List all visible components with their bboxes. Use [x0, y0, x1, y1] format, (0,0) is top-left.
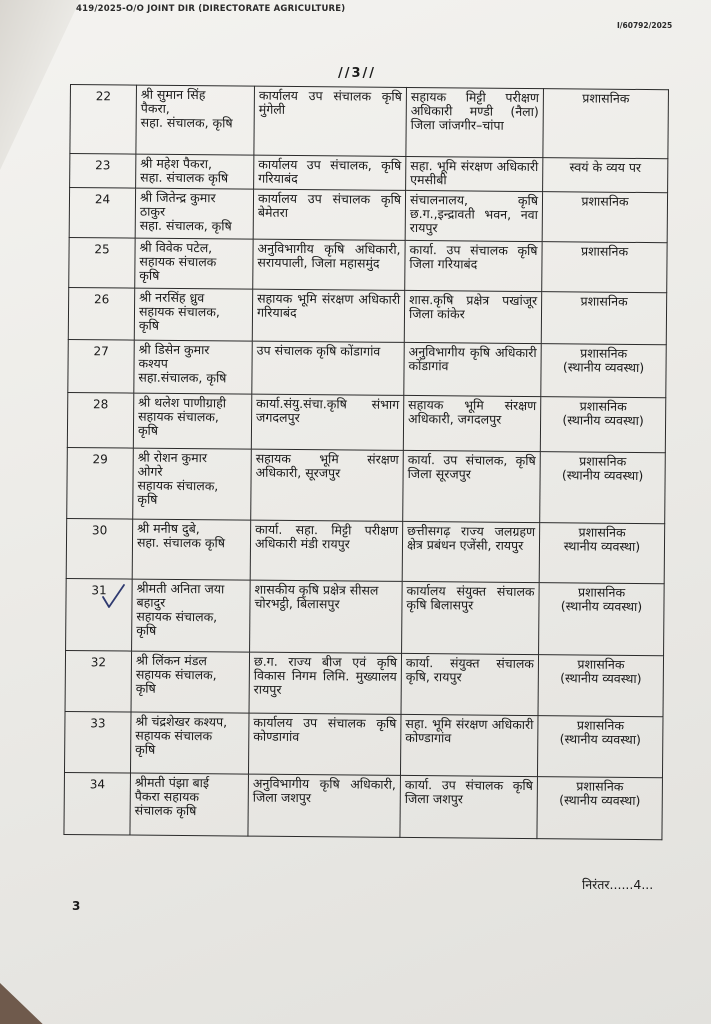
officer-name: श्रीमती पंझा बाई पैकरा सहायक संचालक कृषि [130, 773, 249, 836]
current-posting: अनुविभागीय कृषि अधिकारी, जिला जशपुर [248, 774, 401, 837]
table-row [66, 518, 665, 583]
officer-name: श्री चंद्रशेखर कश्यप, सहायक संचालक कृषि [130, 712, 249, 774]
transfer-type: प्रशासनिक (स्थानीय व्यवस्था) [537, 716, 663, 778]
transfer-type: प्रशासनिक [541, 292, 666, 345]
serial-number: 25 [69, 237, 135, 288]
current-posting: अनुविभागीय कृषि अधिकारी, सरायपाली, जिला महासमुंद [253, 239, 405, 290]
page-marker: //3// [338, 66, 377, 81]
serial-number: 28 [67, 392, 133, 448]
page-number: 3 [72, 899, 81, 913]
table-row [69, 188, 667, 243]
serial-number: 26 [68, 287, 134, 340]
new-posting: अनुविभागीय कृषि अधिकारी कोंडागांव [404, 342, 541, 396]
serial-number: 23 [70, 154, 136, 189]
current-posting: सहायक भूमि संरक्षण अधिकारी, सूरजपुर [251, 449, 404, 521]
serial-number: 30 [66, 518, 133, 579]
officer-name: श्री महेश पैकरा, सहा. संचालक कृषि [136, 154, 254, 189]
serial-number: 34 [64, 772, 131, 835]
serial-number: 33 [64, 711, 131, 773]
new-posting: छत्तीसगढ़ राज्य जलग्रहण क्षेत्र प्रबंधन एजेंसी, रायपुर [402, 521, 540, 582]
transfer-type: प्रशासनिक स्थानीय व्यवस्था) [539, 523, 665, 584]
table-row [69, 237, 667, 292]
transfer-type: प्रशासनिक (स्थानीय व्यवस्था) [538, 655, 664, 717]
officer-name: श्री विवेक पटेल, सहायक संचालक कृषि [135, 238, 253, 289]
transfer-type: प्रशासनिक (स्थानीय व्यवस्था) [539, 583, 665, 656]
officer-name: श्री थलेश पाणीग्राही सहायक संचालक, कृषि [133, 393, 251, 449]
serial-number: 27 [68, 339, 134, 393]
file-reference-header: 419/2025-O/O JOINT DIR (DIRECTORATE AGRICULTURE) [76, 4, 346, 14]
current-posting: कार्यालय उप संचालक, कृषि गरियाबंद [254, 155, 406, 190]
current-posting: उप संचालक कृषि कोंडागांव [252, 341, 404, 395]
current-posting: कार्यालय उप संचालक कृषि मुंगेली [254, 86, 407, 156]
new-posting: कार्या. संयुक्त संचालक कृषि, रायपुर [401, 653, 539, 715]
officer-name: श्री नरसिंह ध्रुव सहायक संचालक, कृषि [134, 288, 252, 341]
new-posting: सहायक भूमि संरक्षण अधिकारी, जगदलपुर [403, 395, 540, 451]
current-posting: कार्या. सहा. मिट्टी परीक्षण अधिकारी मंडी रायपुर [250, 520, 403, 581]
current-posting: सहायक भूमि संरक्षण अधिकारी गरियाबंद [252, 289, 404, 342]
serial-number: 22 [70, 85, 137, 155]
serial-number: 32 [65, 650, 132, 712]
new-posting: कार्या. उप संचालक कृषि जिला जशपुर [400, 775, 538, 838]
transfer-type: प्रशासनिक [542, 192, 667, 243]
transfer-type: स्वयं के व्यय पर [543, 158, 668, 193]
document-number: I/60792/2025 [617, 21, 673, 30]
table-row [68, 287, 666, 344]
transfer-type: प्रशासनिक (स्थानीय व्यवस्था) [540, 452, 666, 524]
officer-name: श्री लिंकन मंडल सहायक संचालक, कृषि [131, 651, 250, 713]
table-row [66, 578, 665, 655]
transfer-type: प्रशासनिक (स्थानीय व्यवस्था) [541, 344, 666, 398]
officer-name: श्री रोशन कुमार ओगरे सहायक संचालक, कृषि [133, 448, 252, 520]
new-posting: कार्या. उप संचालक, कृषि जिला सूरजपुर [403, 450, 541, 522]
serial-number: 24 [69, 188, 135, 239]
officer-name: श्री सुमान सिंह पैकरा, सहा. संचालक, कृषि [136, 85, 255, 155]
new-posting: कार्यालय संयुक्त संचालक कृषि बिलासपुर [402, 581, 540, 654]
new-posting: सहा. भूमि संरक्षण अधिकारी कोण्डागांव [400, 714, 538, 776]
handwritten-tick-mark [100, 583, 126, 611]
transfer-type: प्रशासनिक [542, 242, 667, 293]
table-row [67, 392, 665, 452]
table-row [67, 447, 666, 523]
new-posting: शास.कृषि प्रक्षेत्र पखांजूर जिला कांकेर [404, 290, 541, 343]
table-row [64, 772, 663, 839]
transfer-table-body [64, 85, 669, 840]
continued-note: निरंतर......4... [582, 877, 654, 892]
table-row [65, 650, 664, 716]
table-row [64, 711, 663, 777]
new-posting: संचालनालय, कृषि छ.ग.,इन्द्रावती भवन, नवा रायपुर [405, 190, 542, 241]
table-row [70, 85, 669, 159]
current-posting: कार्यालय उप संचालक कृषि कोण्डागांव [248, 713, 401, 775]
table-row [70, 154, 668, 193]
current-posting: छ.ग. राज्य बीज एवं कृषि विकास निगम लिमि. मुख्यालय रायपुर [249, 652, 402, 714]
current-posting: कार्यालय उप संचालक कृषि बेमेतरा [253, 189, 405, 240]
current-posting: कार्या.संयु.संचा.कृषि संभाग जगदलपुर [251, 394, 403, 450]
new-posting: सहा. भूमि संरक्षण अधिकारी एमसीबी [406, 156, 543, 191]
transfer-type: प्रशासनिक [543, 89, 669, 159]
new-posting: सहायक मिट्टी परीक्षण अधिकारी मण्डी (नैला) जिला जांजगीर–चांपा [406, 87, 544, 157]
officer-name: श्रीमती अनिता जया बहादुर सहायक संचालक, कृषि [132, 579, 251, 652]
serial-number: 31 [66, 578, 133, 651]
table-row [68, 339, 666, 397]
officer-name: श्री जितेन्द्र कुमार ठाकुर सहा. संचालक, कृषि [135, 188, 253, 239]
transfer-table [63, 84, 669, 840]
transfer-type: प्रशासनिक (स्थानीय व्यवस्था) [537, 777, 663, 840]
transfer-type: प्रशासनिक (स्थानीय व्यवस्था) [540, 397, 665, 453]
officer-name: श्री डिसेन कुमार कश्यप सहा.संचालक, कृषि [134, 340, 252, 394]
current-posting: शासकीय कृषि प्रक्षेत्र सीसल चोरभट्ठी, बिलासपुर [250, 580, 403, 653]
new-posting: कार्या. उप संचालक कृषि जिला गरियाबंद [405, 240, 542, 291]
officer-name: श्री मनीष दुबे, सहा. संचालक कृषि [132, 519, 251, 580]
serial-number: 29 [67, 447, 134, 519]
